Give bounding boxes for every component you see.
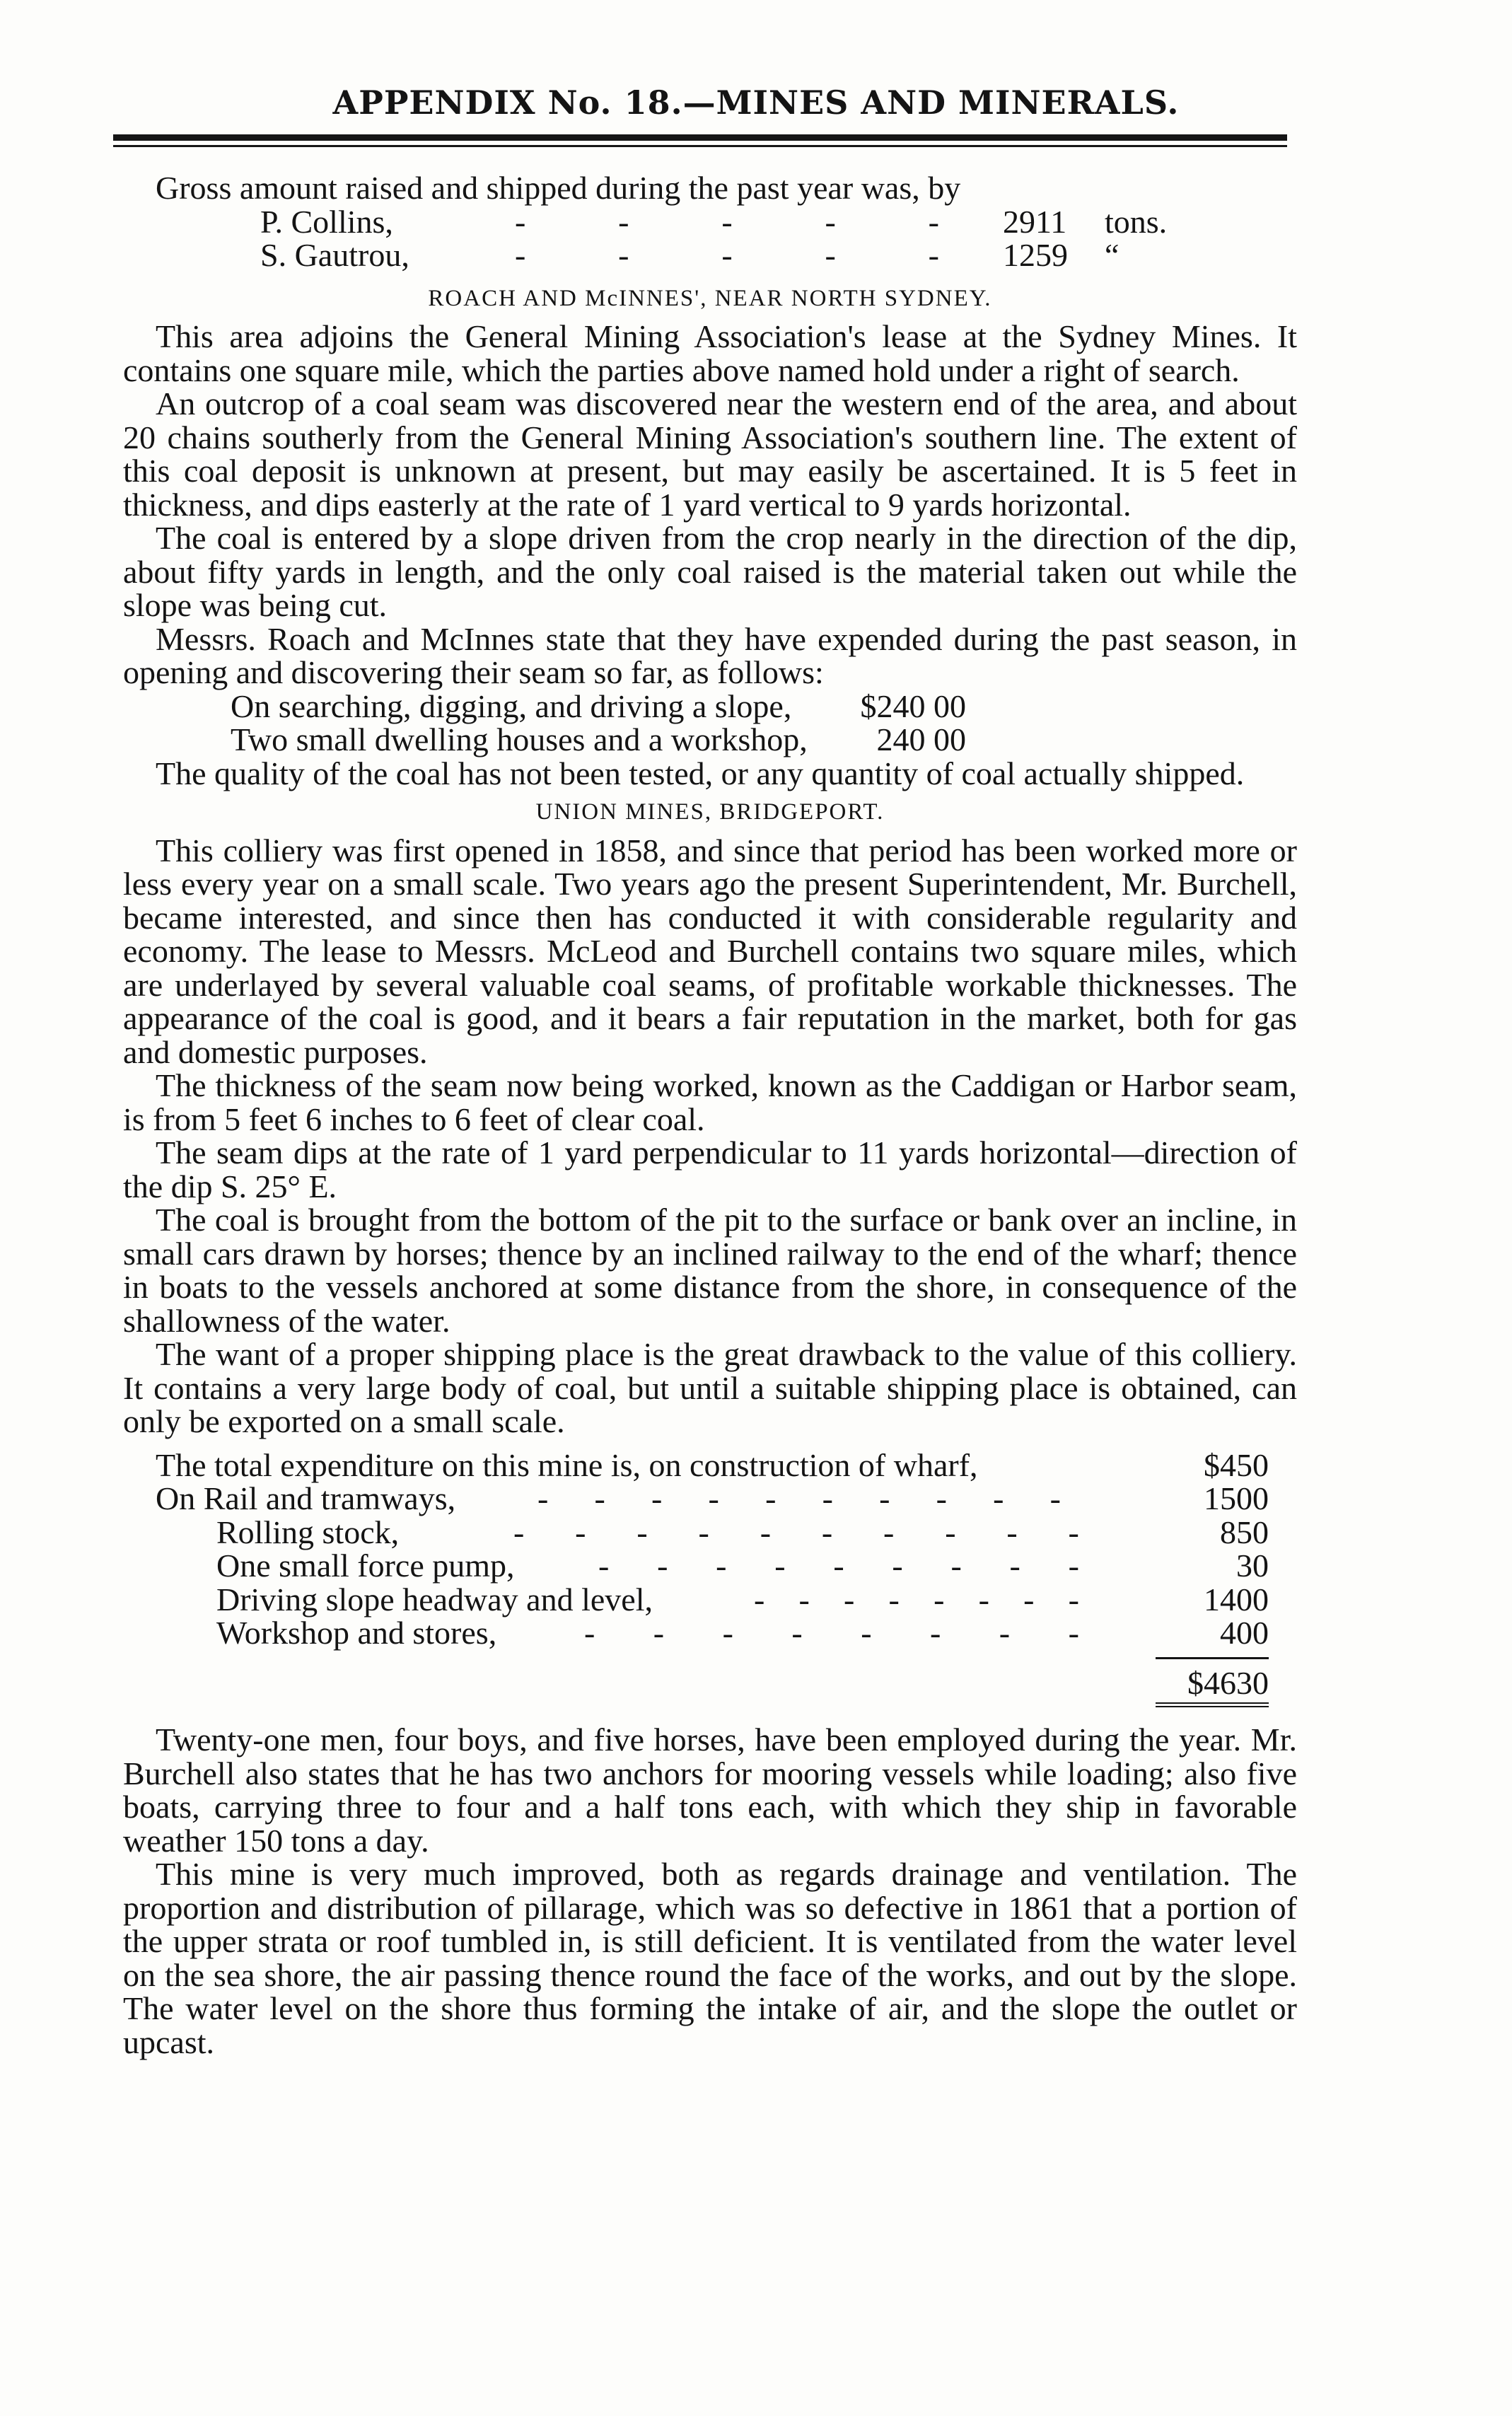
paragraph: The coal is brought from the bottom of the pit to the surface or bank over an incline, in small cars drawn by horses; thence by an inclined railway to the end of the wharf; thence in boats to the vessels anchored at some distance from the shore, in consequence of the shallowness of the water. xyxy=(123,1202,1297,1339)
gross-amount-line: Gross amount raised and shipped during the past year was, by xyxy=(156,170,961,206)
leader-dashes: - - - - - xyxy=(515,203,939,240)
expenditure-row xyxy=(156,1448,1269,1482)
leader-dashes: - - - - - xyxy=(515,237,939,273)
leader-dashes: - - - - - - - - - - xyxy=(537,1480,1061,1516)
expenditure-label: On Rail and tramways, xyxy=(156,1480,456,1516)
expenditure-label: Rolling stock, xyxy=(216,1514,400,1550)
expenditure-row xyxy=(156,1482,1269,1516)
expense-label: Two small dwelling houses and a workshop, xyxy=(231,721,808,757)
paragraph: The coal is entered by a slope driven from the crop nearly in the direction of the dip, about fifty yards in length, and the only coal raised is the material taken out while the slope was being cut. xyxy=(123,520,1297,623)
page-content xyxy=(123,170,1297,2059)
paragraph: This colliery was first opened in 1858, and since that period has been worked more or less every year on a small scale. Two years ago the present Superintendent, Mr. Burchell, became interested, and since then has conducted it with considerable regularity and economy. The lease to Messrs. McLeod and Burchell contains two square miles, which are underlayed by several valuable coal seams, of profitable workable thicknesses. The appearance of the coal is good, and it bears a fair reputation in the market, both for gas and domestic purposes. xyxy=(123,832,1297,1070)
leader-dashes: - - - - - - - - - xyxy=(598,1547,1079,1584)
paragraph: This area adjoins the General Mining Association's lease at the Sydney Mines. It contains one square mile, which the parties above named hold under a right of search. xyxy=(123,318,1297,388)
expenditure-amount: $450 xyxy=(1204,1446,1269,1483)
expense-row xyxy=(231,687,966,724)
expenditure-total: $4630 xyxy=(1187,1664,1269,1701)
paragraph: The quality of the coal has not been tested, or any quantity of coal actually shipped. xyxy=(156,755,1245,791)
shipper-amount: 1259 xyxy=(1003,237,1068,273)
expenditure-amount: 1400 xyxy=(1204,1581,1269,1618)
expenditure-row xyxy=(216,1583,1269,1617)
paragraph: The thickness of the seam now being worked, known as the Caddigan or Harbor seam, is from 5 feet 6 inches to 6 feet of clear coal. xyxy=(123,1067,1297,1137)
leader-dashes: - - - - - - - - - - xyxy=(513,1514,1079,1550)
expense-amount: 240 00 xyxy=(876,721,966,757)
leader-dashes: - - - - - - - - xyxy=(584,1615,1079,1651)
paragraph: An outcrop of a coal seam was discovered near the western end of the area, and about 20 chains southerly from the General Mining Association's southern line. The extent of this coal deposit is unknown at present, but may easily be ascertained. It is 5 feet in thickness, and dips easterly at the rate of 1 yard vertical to 9 yards horizontal. xyxy=(123,385,1297,523)
expenditure-total-row xyxy=(123,1666,1269,1700)
section-heading-union: UNION MINES, BRIDGEPORT. xyxy=(535,799,885,825)
shipper-name: S. Gautrou, xyxy=(260,237,409,273)
expenditure-row xyxy=(216,1516,1269,1550)
expenditure-label: Workshop and stores, xyxy=(216,1615,497,1651)
shipper-row xyxy=(260,205,1286,239)
expense-row xyxy=(231,723,966,757)
paragraph: This mine is very much improved, both as regards drainage and ventilation. The proportion and distribution of pillarage, which was so defective in 1861 that a portion of the upper strata or roof tumbled in, is still deficient. It is ventilated from the water level on the sea shore, the air passing thence round the face of the works, and out by the slope. The water level on the shore thus forming the intake of air, and the slope the outlet or upcast. xyxy=(123,1856,1297,2060)
roach-expense-list xyxy=(231,687,966,757)
header-rule-thick xyxy=(113,134,1287,141)
shipper-amount: 2911 xyxy=(1003,203,1067,240)
shipper-unit: tons. xyxy=(1105,203,1168,240)
paragraph: Messrs. Roach and McInnes state that they have expended during the past season, in opening and discovering their seam so far, as follows: xyxy=(123,620,1297,690)
expenditure-amount: 1500 xyxy=(1204,1480,1269,1516)
sum-rule xyxy=(1156,1657,1269,1659)
paragraph: The seam dips at the rate of 1 yard perpendicular to 11 yards horizontal—direction of the dip S. 25° E. xyxy=(123,1134,1297,1204)
shipper-name: P. Collins, xyxy=(260,203,393,240)
expenditure-amount: 850 xyxy=(1220,1514,1269,1550)
expenditure-label: Driving slope headway and level, xyxy=(216,1581,653,1618)
page-header: APPENDIX No. 18.—MINES AND MINERALS. xyxy=(332,83,1180,122)
expense-label: On searching, digging, and driving a slope, xyxy=(231,687,792,724)
shipper-list xyxy=(260,205,1286,272)
paragraph: The want of a proper shipping place is the great drawback to the value of this colliery. It contains a very large body of coal, but until a suitable shipping place is obtained, can only be exported on a small scale. xyxy=(123,1336,1297,1439)
section-heading-roach: ROACH AND McINNES', NEAR NORTH SYDNEY. xyxy=(428,285,992,311)
header-rule-thin xyxy=(113,145,1287,147)
total-double-rule xyxy=(1156,1702,1269,1707)
expenditure-amount: 400 xyxy=(1220,1615,1269,1651)
expenditure-row xyxy=(216,1616,1269,1650)
expense-amount: $240 00 xyxy=(860,687,966,724)
expenditure-amount: 30 xyxy=(1236,1547,1269,1584)
expenditure-label: One small force pump, xyxy=(216,1547,515,1584)
expenditure-label: The total expenditure on this mine is, on construction of wharf, xyxy=(156,1446,978,1483)
shipper-row xyxy=(260,238,1286,272)
expenditure-table xyxy=(123,1448,1269,1708)
leader-dashes: - - - - - - - - xyxy=(754,1581,1079,1618)
expenditure-row xyxy=(216,1549,1269,1583)
paragraph: Twenty-one men, four boys, and five horses, have been employed during the year. Mr. Burchell also states that he has two anchors for mooring vessels while loading; also five boats, carrying three to four and a half tons each, with which they ship in favorable weather 150 tons a day. xyxy=(123,1721,1297,1859)
shipper-unit: “ xyxy=(1105,237,1120,273)
